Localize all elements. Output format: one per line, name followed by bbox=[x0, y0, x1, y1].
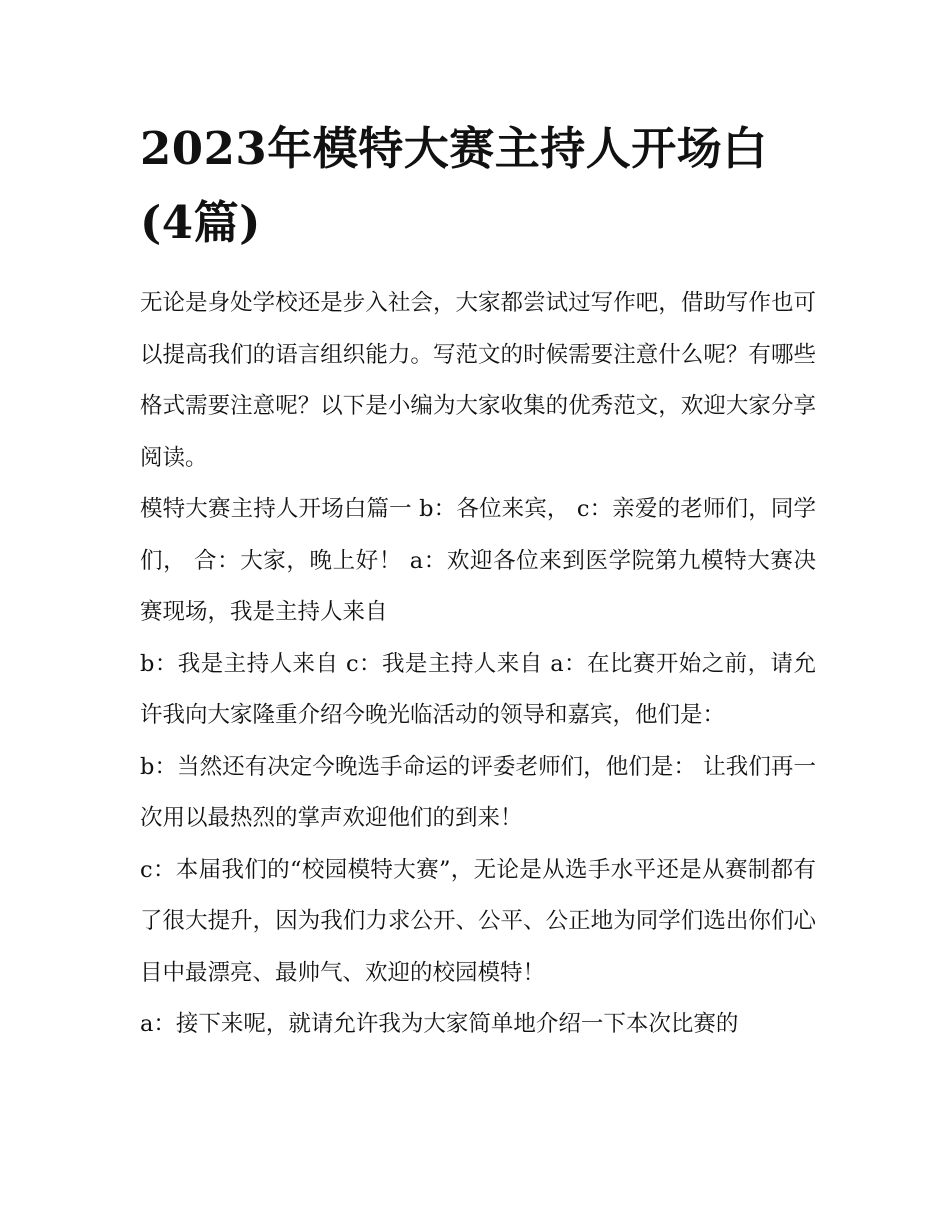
intro-paragraph: 无论是身处学校还是步入社会，大家都尝试过写作吧，借助写作也可以提高我们的语言组织能力。写范文的时候需要注意什么呢？有哪些格式需要注意呢？以下是小编为大家收集的优秀范文，欢迎大家分享阅读。 bbox=[140, 290, 816, 471]
document-body bbox=[140, 278, 816, 1051]
document-page bbox=[140, 112, 816, 1051]
body-paragraph: 模特大赛主持人开场白篇一 b：各位来宾， c：亲爱的老师们，同学们， 合：大家，晚上好！ a：欢迎各位来到医学院第九模特大赛决赛现场，我是主持人来自 bbox=[140, 496, 816, 625]
body-paragraph: b：当然还有决定今晚选手命运的评委老师们，他们是： 让我们再一次用以最热烈的掌声欢迎他们的到来！ bbox=[140, 753, 816, 831]
body-paragraph: a：接下来呢，就请允许我为大家简单地介绍一下本次比赛的 bbox=[140, 1011, 739, 1037]
body-paragraph: c：本届我们的“校园模特大赛”，无论是从选手水平还是从赛制都有了很大提升，因为我们力求公开、公平、公正地为同学们选出你们心目中最漂亮、最帅气、欢迎的校园模特！ bbox=[140, 856, 816, 986]
document-title: 2023年模特大赛主持人开场白(4篇) bbox=[140, 122, 768, 249]
body-paragraph: b：我是主持人来自 c：我是主持人来自 a：在比赛开始之前，请允许我向大家隆重介绍今晚光临活动的领导和嘉宾，他们是： bbox=[140, 650, 816, 728]
